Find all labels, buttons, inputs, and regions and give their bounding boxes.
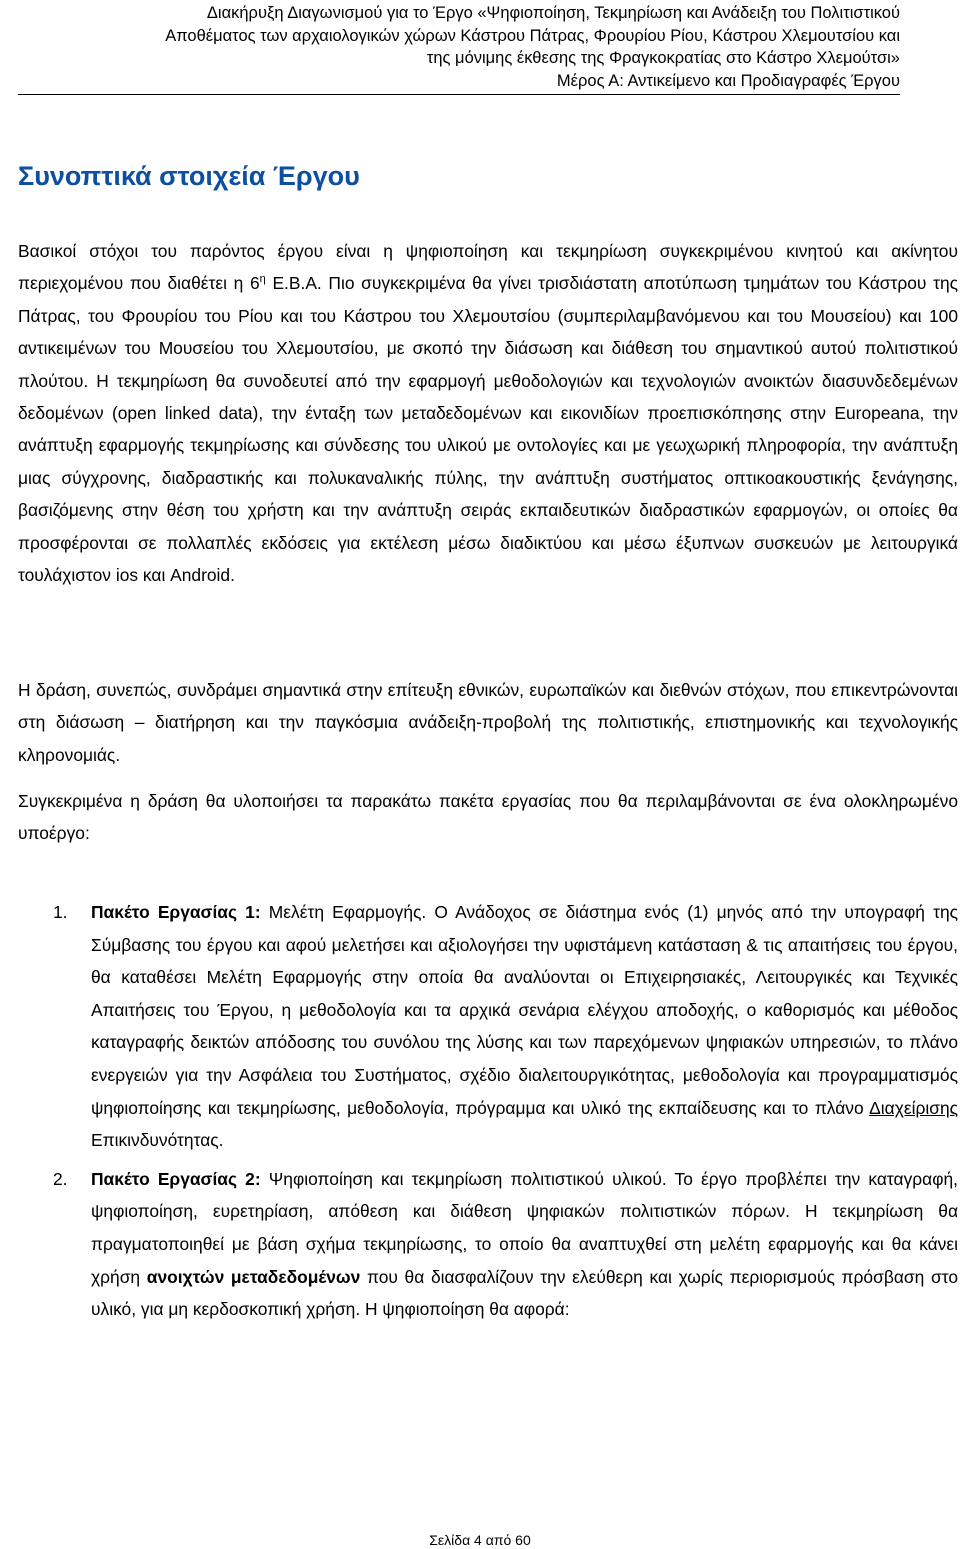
header-line-3: της μόνιμης έκθεσης της Φραγκοκρατίας στο Κάστρο Χλεμούτσι» (426, 49, 900, 67)
page-number: Σελίδα 4 από 60 (429, 1532, 531, 1548)
document-header (18, 2, 900, 95)
work-package-title: Πακέτο Εργασίας 2: (91, 1168, 261, 1189)
bold-term: ανοιχτών μεταδεδομένων (146, 1266, 361, 1287)
work-package-text-end: που θα διασφαλίζουν την ελεύθερη και χωρίς περιορισμούς πρόσβαση στο υλικό, για μη κερδοσκοπική χρήση. Η ψηφιοποίηση θα αφορά: (91, 1266, 958, 1320)
paragraph-goals (18, 235, 958, 591)
work-package-item (18, 896, 958, 1157)
paragraph-work-packages-intro: Συγκεκριμένα η δράση θα υλοποιήσει τα παρακάτω πακέτα εργασίας που θα περιλαμβάνονται σε ένα ολοκληρωμένο υποέργο: (18, 791, 958, 844)
list-number: 1. (53, 902, 68, 922)
paragraph-goals-part-2: Ε.Β.Α. Πιο συγκεκριμένα θα γίνει τρισδιάστατη αποτύπωση τμημάτων του Κάστρου της Πάτρας, του Φρουρίου του Ρίου και του Κάστρου του Χλεμουτσίου (συμπεριλαμβανόμενου και του Μουσείου) και 100 αντικειμένων του Μουσείου του Χλεμουτσίου, με σκοπό την διάσωση και διάθεση του σημαντικού αυτού πολιτιστικού πλούτου. Η τεκμηρίωση θα συνοδευτεί από την εφαρμογή μεθοδολογιών και τεχνολογιών ανοικτών διασυνδεδεμένων δεδομένων (open linked data), την ένταξη των μεταδεδομένων και εικονιδίων προεπισκόπησης στην Europeana, την ανάπτυξη εφαρμογής τεκμηρίωσης και σύνδεσης του υλικού με οντολογίες και με γεωχωρική πληροφορία, την ανάπτυξη μιας σύγχρονης, διαδραστικής και πολυκαναλικής πύλης, την ανάπτυξη συστήματος οπτικοακουστικής ξενάγησης, βασιζόμενης στην θέση του χρήστη και την ανάπτυξη σειράς εκπαιδευτικών διαδραστικών εφαρμογών, οι οποίες θα προσφέρονται σε πολλαπλές εκδόσεις για εκτέλεση μέσω διαδικτύου και μέσω έξυπνων συσκευών με λειτουργικά τουλάχιστον ios και Android. (18, 273, 959, 586)
header-line-1: Διακήρυξη Διαγωνισμού για το Έργο «Ψηφιοποίηση, Τεκμηρίωση και Ανάδειξη του Πολιτιστικού (206, 4, 900, 22)
header-line-4: Μέρος Α: Αντικείμενο και Προδιαγραφές Έργου (556, 71, 900, 90)
work-package-item (18, 1163, 958, 1326)
header-line-2: Αποθέματος των αρχαιολογικών χώρων Κάστρου Πάτρας, Φρουρίου Ρίου, Κάστρου Χλεμουτσίου και (165, 26, 900, 45)
underlined-term: Διαχείρισης (869, 1097, 958, 1118)
paragraph-contribution: Η δράση, συνεπώς, συνδράμει σημαντικά στην επίτευξη εθνικών, ευρωπαϊκών και διεθνών στόχων, που επικεντρώνονται στη διάσωση – διατήρηση και την παγκόσμια ανάδειξη-προβολή της πολιτιστικής, επιστημονικής και τεχνολογικής κληρονομιάς. (18, 680, 958, 765)
work-package-text: Ψηφιοποίηση και τεκμηρίωση πολιτιστικού υλικού. Το έργο προβλέπει την καταγραφή, ψηφιοποίηση, ευρετηρίαση, απόθεση και διάθεση ψηφιακών πολιτιστικών πόρων. Η τεκμηρίωση θα πραγματοποιηθεί με βάση σχήμα τεκμηρίωσης, το οποίο θα αναπτυχθεί στη μελέτη εφαρμογής και θα κάνει χρήση (91, 1168, 958, 1287)
work-package-title: Πακέτο Εργασίας 1: (91, 902, 261, 922)
work-package-text: Μελέτη Εφαρμογής. Ο Ανάδοχος σε διάστημα ενός (1) μηνός από την υπογραφή της Σύμβασης του έργου και αφού μελετήσει και αξιολογήσει την υφιστάμενη κατάσταση & τις απαιτήσεις του έργου, θα καταθέσει Μελέτη Εφαρμογής στην οποία θα αναλύονται οι Επιχειρησιακές, Λειτουργικές και Τεχνικές Απαιτήσεις του Έργου, η μεθοδολογία και τα αρχικά σενάρια ελέγχου αποδοχής, ο καθορισμός και μέθοδος καταγραφής δεικτών απόδοσης του συνόλου της λύσης και των παρεχόμενων ψηφιακών υπηρεσιών, το πλάνο ενεργειών για την Ασφάλεια του Συστήματος, σχέδιο διαλειτουργικότητας, μεθοδολογία και προγραμματισμός ψηφιοποίησης και τεκμηρίωσης, μεθοδολογία, πρόγραμμα και υλικό της εκπαίδευσης και το πλάνο (91, 902, 958, 1118)
paragraph-goals-part-1: Βασικοί στόχοι του παρόντος έργου είναι η ψηφιοποίηση και τεκμηρίωση συγκεκριμένου κινητού και ακίνητου περιεχομένου που διαθέτει η 6 (18, 241, 958, 294)
section-heading: Συνοπτικά στοιχεία Έργου (18, 161, 360, 191)
list-number: 2. (53, 1168, 68, 1189)
work-package-list (18, 896, 958, 1326)
superscript: η (259, 273, 266, 286)
work-package-text-end: Επικινδυνότητας. (91, 1130, 224, 1151)
